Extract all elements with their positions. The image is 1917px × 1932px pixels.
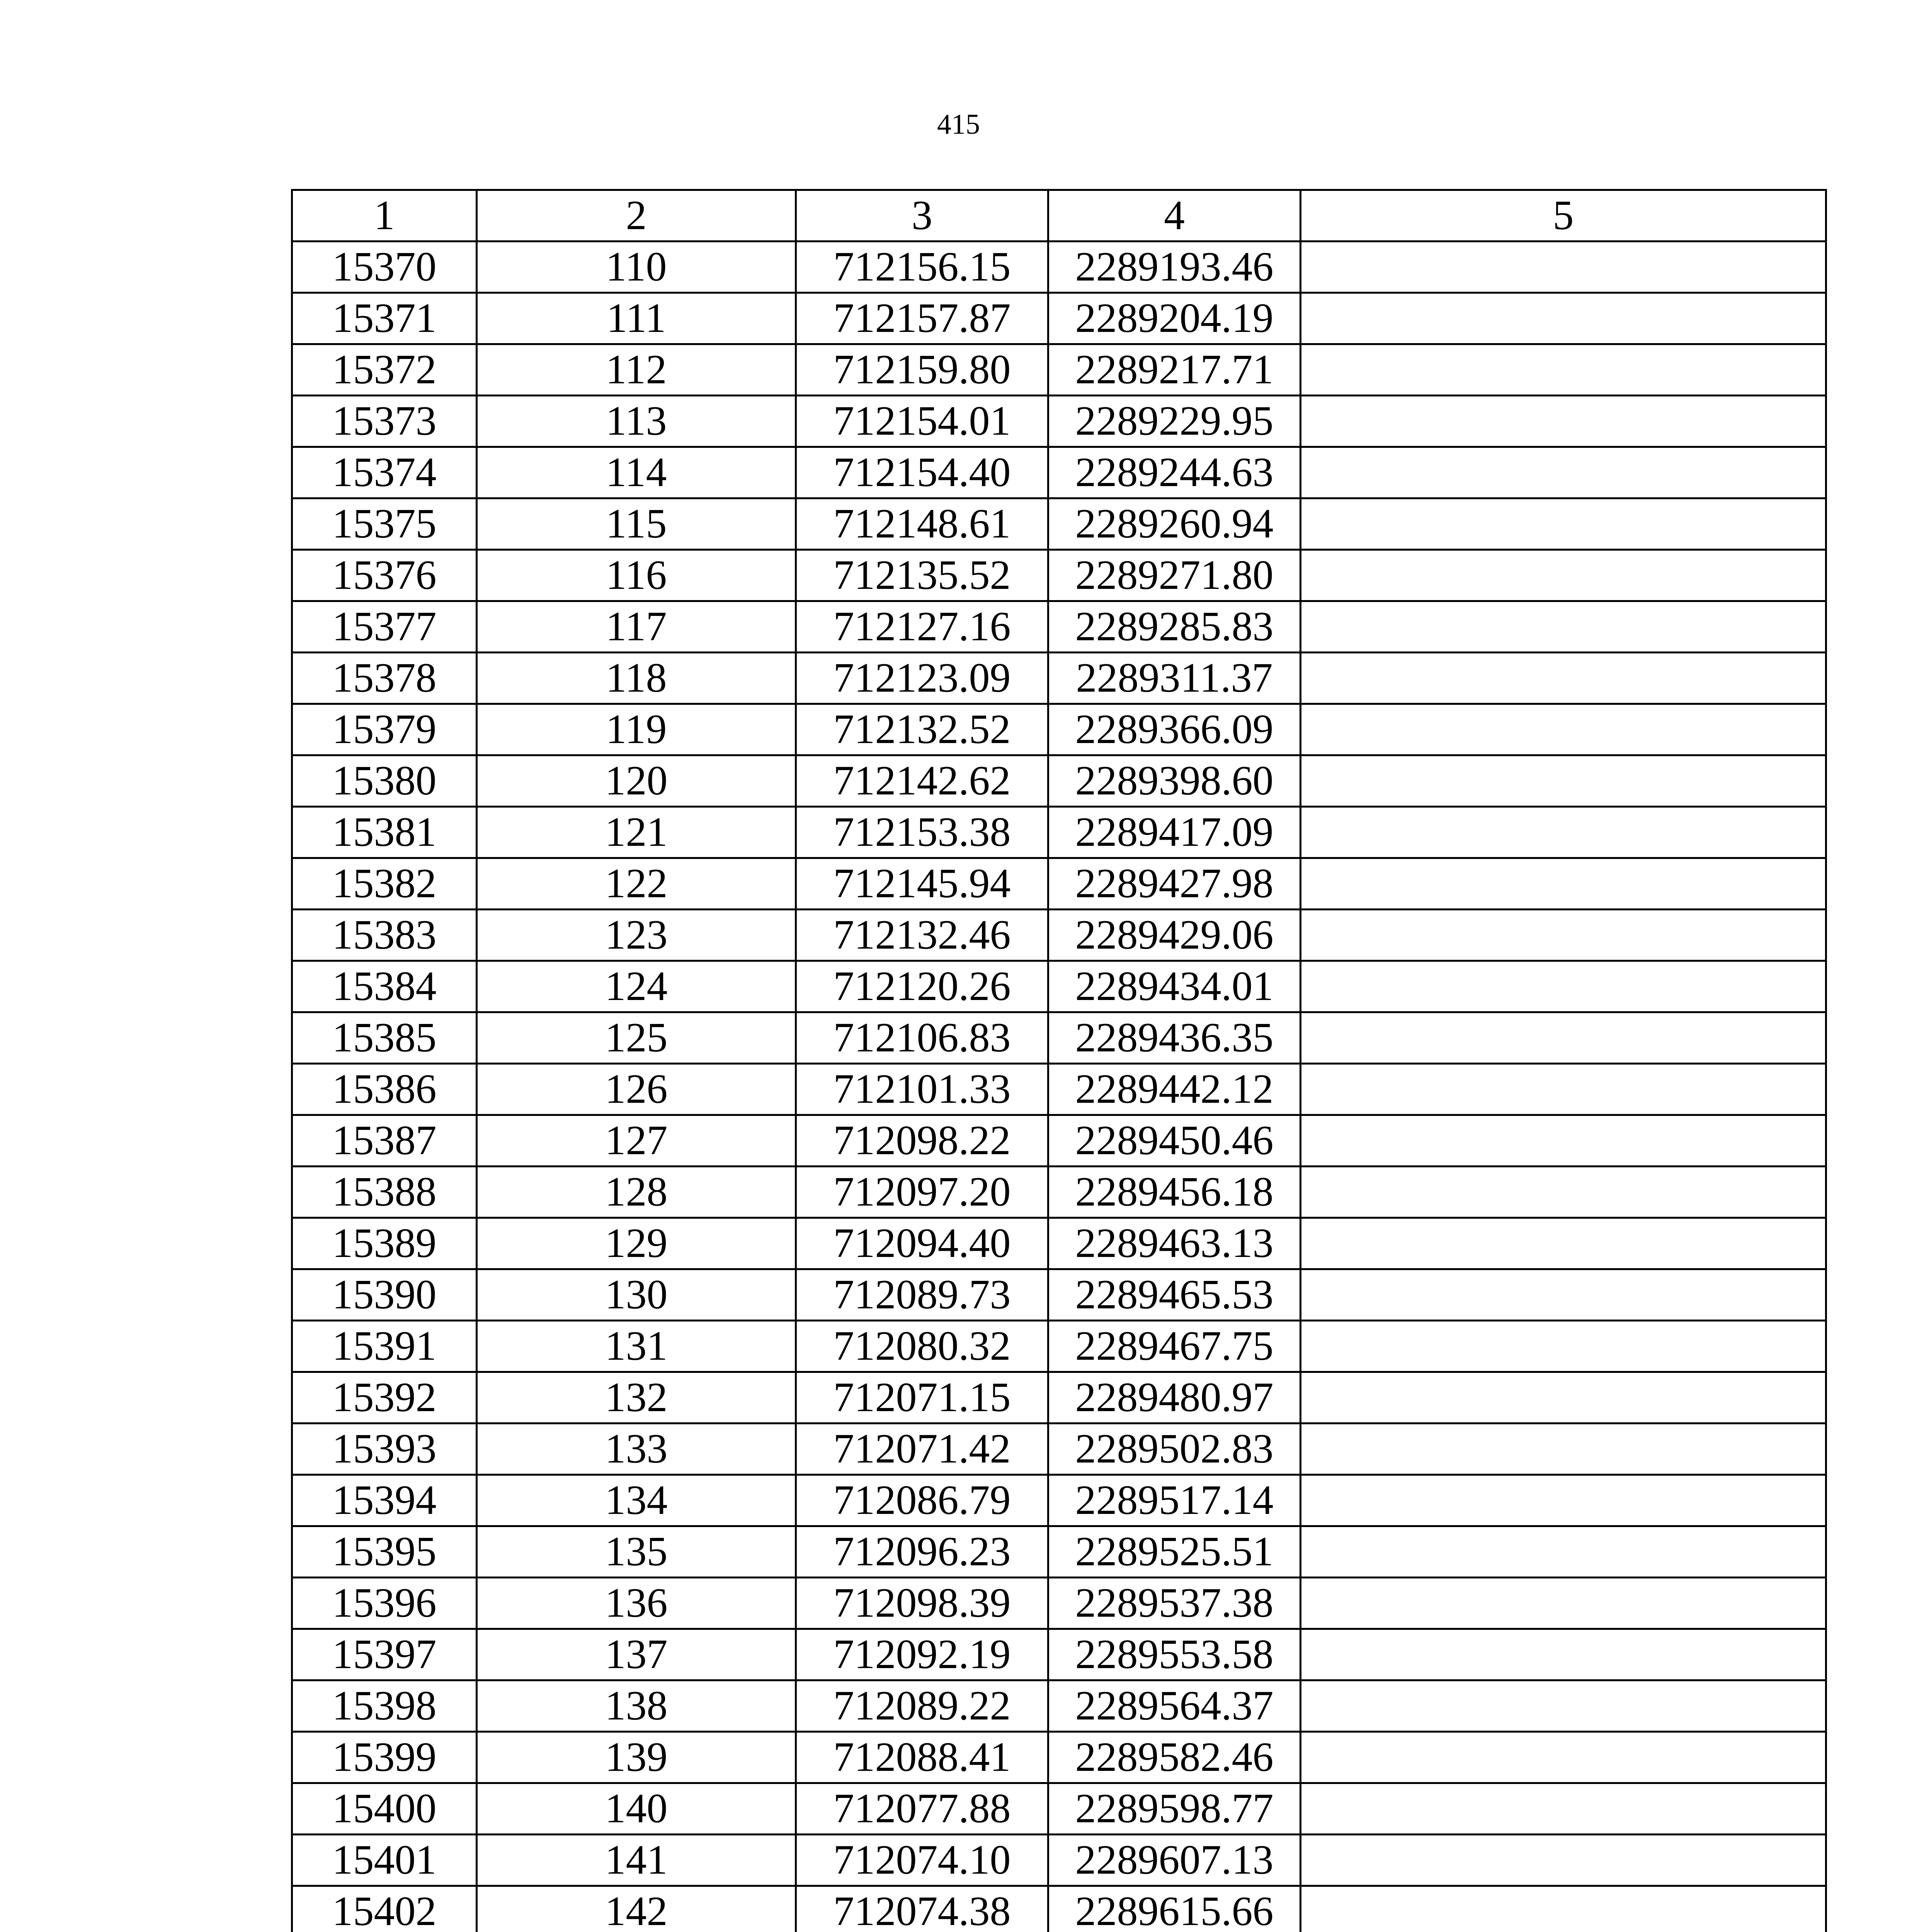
table-row bbox=[292, 1680, 1826, 1732]
table-cell bbox=[1301, 1423, 1826, 1475]
table-cell: 712157.87 bbox=[796, 293, 1048, 344]
coordinates-table bbox=[291, 189, 1827, 1932]
table-cell bbox=[1301, 910, 1826, 961]
table-cell: 712074.38 bbox=[796, 1886, 1048, 1932]
table-cell: 138 bbox=[477, 1680, 796, 1732]
table-cell: 15380 bbox=[292, 755, 477, 807]
table-cell: 15384 bbox=[292, 961, 477, 1012]
table-cell: 2289429.06 bbox=[1048, 910, 1301, 961]
table-cell: 2289434.01 bbox=[1048, 961, 1301, 1012]
table-cell: 15371 bbox=[292, 293, 477, 344]
table-cell bbox=[1301, 1218, 1826, 1269]
table-cell: 712120.26 bbox=[796, 961, 1048, 1012]
table-cell: 712080.32 bbox=[796, 1321, 1048, 1372]
table-cell bbox=[1301, 550, 1826, 601]
table-cell bbox=[1301, 447, 1826, 498]
table-cell: 15382 bbox=[292, 858, 477, 910]
page-number: 415 bbox=[937, 109, 980, 140]
table-cell: 15393 bbox=[292, 1423, 477, 1475]
table-cell: 712071.42 bbox=[796, 1423, 1048, 1475]
table-cell bbox=[1301, 601, 1826, 653]
table-cell bbox=[1301, 807, 1826, 858]
table-cell: 2289598.77 bbox=[1048, 1783, 1301, 1835]
table-cell: 139 bbox=[477, 1732, 796, 1783]
table-cell: 712101.33 bbox=[796, 1064, 1048, 1115]
table-cell: 15396 bbox=[292, 1578, 477, 1629]
table-cell: 120 bbox=[477, 755, 796, 807]
table-cell: 142 bbox=[477, 1886, 796, 1932]
column-header-4: 4 bbox=[1048, 190, 1301, 242]
table-cell: 712106.83 bbox=[796, 1012, 1048, 1064]
table-cell: 15398 bbox=[292, 1680, 477, 1732]
table-cell: 15377 bbox=[292, 601, 477, 653]
table-cell: 712071.15 bbox=[796, 1372, 1048, 1423]
table-cell bbox=[1301, 1475, 1826, 1526]
table-cell: 124 bbox=[477, 961, 796, 1012]
table-cell: 140 bbox=[477, 1783, 796, 1835]
table-cell: 128 bbox=[477, 1167, 796, 1218]
table-row bbox=[292, 1886, 1826, 1932]
table-cell: 2289285.83 bbox=[1048, 601, 1301, 653]
table-cell: 712086.79 bbox=[796, 1475, 1048, 1526]
table-cell: 15387 bbox=[292, 1115, 477, 1167]
table-cell: 2289465.53 bbox=[1048, 1269, 1301, 1321]
table-cell: 712132.52 bbox=[796, 704, 1048, 755]
table-cell bbox=[1301, 858, 1826, 910]
table-cell: 712159.80 bbox=[796, 344, 1048, 396]
table-cell bbox=[1301, 1321, 1826, 1372]
table-cell: 712154.40 bbox=[796, 447, 1048, 498]
table-cell: 15401 bbox=[292, 1835, 477, 1886]
table-cell: 15385 bbox=[292, 1012, 477, 1064]
table-row bbox=[292, 601, 1826, 653]
table-cell: 114 bbox=[477, 447, 796, 498]
table-cell bbox=[1301, 1012, 1826, 1064]
table-cell: 117 bbox=[477, 601, 796, 653]
table-cell bbox=[1301, 1732, 1826, 1783]
table-cell: 2289456.18 bbox=[1048, 1167, 1301, 1218]
table-row bbox=[292, 1269, 1826, 1321]
table-row bbox=[292, 807, 1826, 858]
table-row bbox=[292, 1783, 1826, 1835]
table-cell bbox=[1301, 1115, 1826, 1167]
table-cell: 135 bbox=[477, 1526, 796, 1578]
column-header-1: 1 bbox=[292, 190, 477, 242]
table-cell: 712098.22 bbox=[796, 1115, 1048, 1167]
table-cell: 2289366.09 bbox=[1048, 704, 1301, 755]
table-row bbox=[292, 704, 1826, 755]
table-cell: 2289427.98 bbox=[1048, 858, 1301, 910]
table-row bbox=[292, 1064, 1826, 1115]
table-row bbox=[292, 1732, 1826, 1783]
table-cell: 131 bbox=[477, 1321, 796, 1372]
column-header-3: 3 bbox=[796, 190, 1048, 242]
table-cell: 122 bbox=[477, 858, 796, 910]
table-cell: 121 bbox=[477, 807, 796, 858]
table-cell: 2289271.80 bbox=[1048, 550, 1301, 601]
table-cell: 2289193.46 bbox=[1048, 242, 1301, 293]
table-row bbox=[292, 1475, 1826, 1526]
table-cell: 712135.52 bbox=[796, 550, 1048, 601]
table-cell: 125 bbox=[477, 1012, 796, 1064]
table-cell: 130 bbox=[477, 1269, 796, 1321]
table-cell: 712088.41 bbox=[796, 1732, 1048, 1783]
table-row bbox=[292, 653, 1826, 704]
table-cell: 712096.23 bbox=[796, 1526, 1048, 1578]
table-cell: 2289480.97 bbox=[1048, 1372, 1301, 1423]
table-cell: 15376 bbox=[292, 550, 477, 601]
table-cell: 2289229.95 bbox=[1048, 396, 1301, 447]
table-cell: 15370 bbox=[292, 242, 477, 293]
table-cell: 133 bbox=[477, 1423, 796, 1475]
table-cell: 712089.73 bbox=[796, 1269, 1048, 1321]
table-cell: 15374 bbox=[292, 447, 477, 498]
table-row bbox=[292, 1578, 1826, 1629]
table-cell: 712074.10 bbox=[796, 1835, 1048, 1886]
table-cell: 15379 bbox=[292, 704, 477, 755]
table-cell: 2289442.12 bbox=[1048, 1064, 1301, 1115]
table-cell bbox=[1301, 1269, 1826, 1321]
table-row bbox=[292, 293, 1826, 344]
table-row bbox=[292, 858, 1826, 910]
table-row bbox=[292, 1167, 1826, 1218]
table-cell: 15390 bbox=[292, 1269, 477, 1321]
table-cell bbox=[1301, 1680, 1826, 1732]
table-cell: 137 bbox=[477, 1629, 796, 1680]
table-row bbox=[292, 1526, 1826, 1578]
table-row bbox=[292, 242, 1826, 293]
table-cell: 15399 bbox=[292, 1732, 477, 1783]
table-cell bbox=[1301, 498, 1826, 550]
table-cell: 2289553.58 bbox=[1048, 1629, 1301, 1680]
table-cell: 136 bbox=[477, 1578, 796, 1629]
table-cell bbox=[1301, 242, 1826, 293]
table-cell bbox=[1301, 653, 1826, 704]
table-cell: 2289615.66 bbox=[1048, 1886, 1301, 1932]
table-cell: 712154.01 bbox=[796, 396, 1048, 447]
table-cell: 712098.39 bbox=[796, 1578, 1048, 1629]
table-cell: 2289467.75 bbox=[1048, 1321, 1301, 1372]
table-cell: 15373 bbox=[292, 396, 477, 447]
table-cell: 2289417.09 bbox=[1048, 807, 1301, 858]
table-cell: 111 bbox=[477, 293, 796, 344]
table-cell: 15391 bbox=[292, 1321, 477, 1372]
table-body bbox=[292, 242, 1826, 1932]
table-cell: 2289204.19 bbox=[1048, 293, 1301, 344]
table-cell bbox=[1301, 1886, 1826, 1932]
column-header-5: 5 bbox=[1301, 190, 1826, 242]
table-cell: 2289582.46 bbox=[1048, 1732, 1301, 1783]
table-cell: 15402 bbox=[292, 1886, 477, 1932]
table-cell bbox=[1301, 961, 1826, 1012]
table-cell: 712089.22 bbox=[796, 1680, 1048, 1732]
table-cell: 2289398.60 bbox=[1048, 755, 1301, 807]
table-row bbox=[292, 550, 1826, 601]
table-cell: 115 bbox=[477, 498, 796, 550]
table-cell: 15394 bbox=[292, 1475, 477, 1526]
table-cell: 15397 bbox=[292, 1629, 477, 1680]
table-cell bbox=[1301, 1835, 1826, 1886]
table-cell: 119 bbox=[477, 704, 796, 755]
table-cell: 2289502.83 bbox=[1048, 1423, 1301, 1475]
table-row bbox=[292, 498, 1826, 550]
table-cell: 15400 bbox=[292, 1783, 477, 1835]
table-cell: 15372 bbox=[292, 344, 477, 396]
table-row bbox=[292, 1629, 1826, 1680]
table-cell: 712097.20 bbox=[796, 1167, 1048, 1218]
table-cell: 712156.15 bbox=[796, 242, 1048, 293]
table-cell: 712077.88 bbox=[796, 1783, 1048, 1835]
table-cell: 132 bbox=[477, 1372, 796, 1423]
table-row bbox=[292, 396, 1826, 447]
table-cell bbox=[1301, 1783, 1826, 1835]
table-cell: 2289260.94 bbox=[1048, 498, 1301, 550]
table-cell bbox=[1301, 396, 1826, 447]
table-cell: 712092.19 bbox=[796, 1629, 1048, 1680]
column-header-2: 2 bbox=[477, 190, 796, 242]
table-cell: 2289564.37 bbox=[1048, 1680, 1301, 1732]
table-cell: 127 bbox=[477, 1115, 796, 1167]
table-cell: 712142.62 bbox=[796, 755, 1048, 807]
table-cell bbox=[1301, 755, 1826, 807]
table-cell: 712127.16 bbox=[796, 601, 1048, 653]
table-cell: 15395 bbox=[292, 1526, 477, 1578]
table-cell: 712145.94 bbox=[796, 858, 1048, 910]
table-cell bbox=[1301, 1526, 1826, 1578]
table-row bbox=[292, 1012, 1826, 1064]
table-cell: 712148.61 bbox=[796, 498, 1048, 550]
table-cell: 15392 bbox=[292, 1372, 477, 1423]
table-cell bbox=[1301, 344, 1826, 396]
table-cell: 141 bbox=[477, 1835, 796, 1886]
table-cell bbox=[1301, 1372, 1826, 1423]
table-cell: 110 bbox=[477, 242, 796, 293]
table-cell: 129 bbox=[477, 1218, 796, 1269]
table-cell: 15389 bbox=[292, 1218, 477, 1269]
table-row bbox=[292, 447, 1826, 498]
table-cell: 15383 bbox=[292, 910, 477, 961]
table-cell: 15381 bbox=[292, 807, 477, 858]
table-row bbox=[292, 1115, 1826, 1167]
table-row bbox=[292, 961, 1826, 1012]
table-cell: 2289217.71 bbox=[1048, 344, 1301, 396]
table-cell: 712132.46 bbox=[796, 910, 1048, 961]
table-cell: 2289607.13 bbox=[1048, 1835, 1301, 1886]
table-row bbox=[292, 910, 1826, 961]
table-cell: 712123.09 bbox=[796, 653, 1048, 704]
table-row bbox=[292, 344, 1826, 396]
table-cell: 2289244.63 bbox=[1048, 447, 1301, 498]
table-row bbox=[292, 1218, 1826, 1269]
table-cell: 15386 bbox=[292, 1064, 477, 1115]
table-header-row bbox=[292, 190, 1826, 242]
table-cell bbox=[1301, 1064, 1826, 1115]
table-row bbox=[292, 755, 1826, 807]
table-cell: 2289311.37 bbox=[1048, 653, 1301, 704]
table-cell: 2289537.38 bbox=[1048, 1578, 1301, 1629]
table-cell: 15388 bbox=[292, 1167, 477, 1218]
table-cell bbox=[1301, 1629, 1826, 1680]
table-cell: 2289450.46 bbox=[1048, 1115, 1301, 1167]
table-cell: 2289436.35 bbox=[1048, 1012, 1301, 1064]
table-cell: 712153.38 bbox=[796, 807, 1048, 858]
table-cell: 2289517.14 bbox=[1048, 1475, 1301, 1526]
table-cell bbox=[1301, 1167, 1826, 1218]
table-cell: 134 bbox=[477, 1475, 796, 1526]
table-cell: 15375 bbox=[292, 498, 477, 550]
table-cell: 15378 bbox=[292, 653, 477, 704]
table-cell bbox=[1301, 704, 1826, 755]
table-cell: 112 bbox=[477, 344, 796, 396]
table-cell: 116 bbox=[477, 550, 796, 601]
table-cell: 123 bbox=[477, 910, 796, 961]
table-cell bbox=[1301, 1578, 1826, 1629]
table-row bbox=[292, 1372, 1826, 1423]
table-cell: 126 bbox=[477, 1064, 796, 1115]
table-row bbox=[292, 1423, 1826, 1475]
table-row bbox=[292, 1835, 1826, 1886]
table-cell: 2289525.51 bbox=[1048, 1526, 1301, 1578]
table-cell bbox=[1301, 293, 1826, 344]
table-cell: 2289463.13 bbox=[1048, 1218, 1301, 1269]
table-cell: 712094.40 bbox=[796, 1218, 1048, 1269]
table-row bbox=[292, 1321, 1826, 1372]
table-cell: 118 bbox=[477, 653, 796, 704]
table-cell: 113 bbox=[477, 396, 796, 447]
